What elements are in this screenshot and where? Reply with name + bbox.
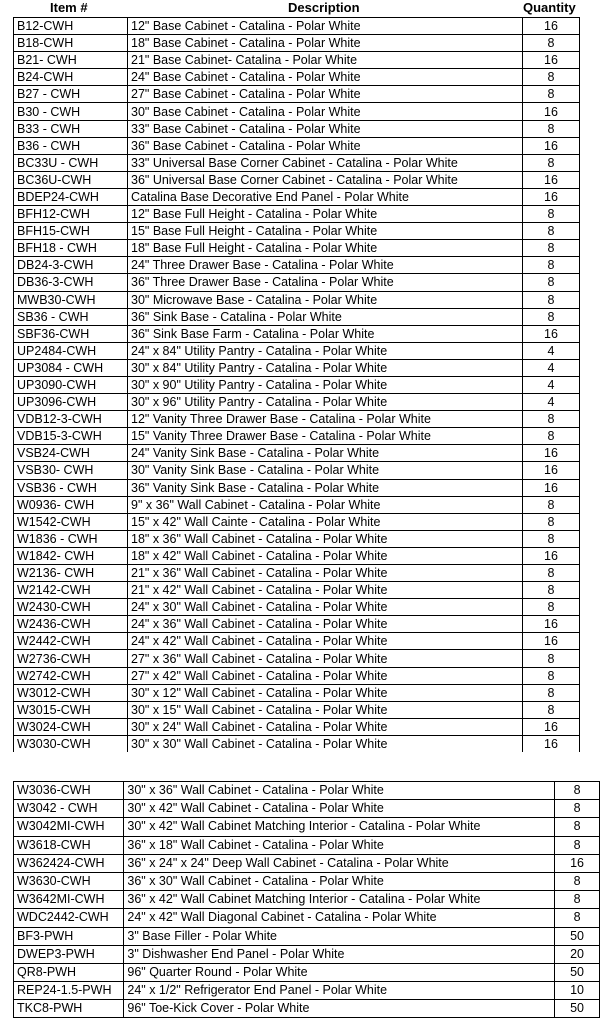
quantity-cell: 4 [523,394,580,411]
table-row [14,1000,600,1018]
item-number-cell: B33 - CWH [14,120,128,137]
description-cell: 36" Universal Base Corner Cabinet - Catalina - Polar White [128,171,523,188]
item-table-part-2 [13,781,600,1018]
quantity-cell: 8 [523,274,580,291]
table-row [14,257,580,274]
quantity-cell: 8 [523,69,580,86]
description-cell: 30" x 42" Wall Cabinet Matching Interior - Catalina - Polar White [124,818,555,836]
description-cell: Catalina Base Decorative End Panel - Polar White [128,188,523,205]
table-row [14,411,580,428]
item-number-cell: VDB12-3-CWH [14,411,128,428]
quantity-cell: 20 [555,945,600,963]
description-cell: 21" x 42" Wall Cabinet - Catalina - Polar White [128,582,523,599]
quantity-cell: 16 [523,735,580,752]
quantity-cell: 16 [523,103,580,120]
quantity-cell: 16 [523,171,580,188]
description-cell: 12" Vanity Three Drawer Base - Catalina - Polar White [128,411,523,428]
description-cell: 30" x 24" Wall Cabinet - Catalina - Polar White [128,718,523,735]
item-number-cell: UP3084 - CWH [14,359,128,376]
quantity-cell: 16 [523,633,580,650]
quantity-cell: 8 [555,872,600,890]
quantity-cell: 8 [523,428,580,445]
table-row [14,274,580,291]
item-number-cell: B27 - CWH [14,86,128,103]
description-cell: 36" x 42" Wall Cabinet Matching Interior - Catalina - Polar White [124,891,555,909]
table-row [14,582,580,599]
table-row [14,154,580,171]
quantity-cell: 16 [523,325,580,342]
description-cell: 96" Toe-Kick Cover - Polar White [124,1000,555,1018]
quantity-cell: 4 [523,376,580,393]
item-number-cell: B36 - CWH [14,137,128,154]
quantity-cell: 8 [523,513,580,530]
description-cell: 96" Quarter Round - Polar White [124,963,555,981]
quantity-cell: 8 [523,223,580,240]
quantity-cell: 50 [555,1000,600,1018]
quantity-cell: 8 [523,154,580,171]
quantity-cell: 8 [523,701,580,718]
item-number-cell: BFH12-CWH [14,206,128,223]
item-number-cell: B18-CWH [14,35,128,52]
quantity-cell: 8 [523,206,580,223]
table-row [14,872,600,890]
item-number-cell: BDEP24-CWH [14,188,128,205]
quantity-column-header: Quantity [523,0,576,15]
description-cell: 24" Three Drawer Base - Catalina - Polar White [128,257,523,274]
table-row [14,782,600,800]
quantity-cell: 16 [555,854,600,872]
item-number-cell: W0936- CWH [14,496,128,513]
quantity-cell: 8 [523,411,580,428]
item-number-cell: VSB24-CWH [14,445,128,462]
item-number-cell: DB36-3-CWH [14,274,128,291]
quantity-cell: 16 [523,462,580,479]
description-cell: 36" Sink Base Farm - Catalina - Polar White [128,325,523,342]
table-row [14,565,580,582]
table-row [14,735,580,752]
item-number-cell: SBF36-CWH [14,325,128,342]
description-cell: 15" x 42" Wall Cainte - Catalina - Polar White [128,513,523,530]
table-row [14,496,580,513]
item-number-cell: W362424-CWH [14,854,124,872]
quantity-cell: 8 [523,582,580,599]
quantity-cell: 8 [523,257,580,274]
description-cell: 24" x 42" Wall Cabinet - Catalina - Polar White [128,633,523,650]
table-row [14,120,580,137]
table-row [14,945,600,963]
table-row [14,963,600,981]
quantity-cell: 50 [555,927,600,945]
item-number-cell: UP3096-CWH [14,394,128,411]
description-cell: 36" x 18" Wall Cabinet - Catalina - Polar White [124,836,555,854]
table-row [14,650,580,667]
quantity-cell: 8 [555,891,600,909]
table-row [14,428,580,445]
description-cell: 15" Vanity Three Drawer Base - Catalina - Polar White [128,428,523,445]
description-cell: 30" Vanity Sink Base - Catalina - Polar White [128,462,523,479]
quantity-cell: 16 [523,188,580,205]
description-cell: 24" x 1/2" Refrigerator End Panel - Polar White [124,982,555,1000]
description-cell: 30" x 12" Wall Cabinet - Catalina - Polar White [128,684,523,701]
table-row [14,342,580,359]
item-number-cell: W3630-CWH [14,872,124,890]
item-number-cell: B24-CWH [14,69,128,86]
table-row [14,103,580,120]
description-cell: 9" x 36" Wall Cabinet - Catalina - Polar White [128,496,523,513]
description-cell: 18" x 42" Wall Cabinet - Catalina - Polar White [128,547,523,564]
item-number-cell: W3015-CWH [14,701,128,718]
table-row [14,599,580,616]
table-row [14,86,580,103]
description-cell: 30" x 84" Utility Pantry - Catalina - Polar White [128,359,523,376]
item-number-cell: DB24-3-CWH [14,257,128,274]
table-row [14,667,580,684]
description-cell: 27" Base Cabinet - Catalina - Polar White [128,86,523,103]
description-cell: 36" Base Cabinet - Catalina - Polar White [128,137,523,154]
table-row [14,206,580,223]
table-row [14,836,600,854]
description-cell: 30" x 15" Wall Cabinet - Catalina - Polar White [128,701,523,718]
description-cell: 12" Base Full Height - Catalina - Polar White [128,206,523,223]
item-number-cell: W2742-CWH [14,667,128,684]
table-row [14,684,580,701]
item-number-cell: W3024-CWH [14,718,128,735]
item-number-cell: REP24-1.5-PWH [14,982,124,1000]
item-number-cell: WDC2442-CWH [14,909,124,927]
description-cell: 24" x 36" Wall Cabinet - Catalina - Polar White [128,616,523,633]
table-row [14,909,600,927]
item-table-part-1 [13,17,580,752]
quantity-cell: 8 [523,120,580,137]
description-cell: 27" x 42" Wall Cabinet - Catalina - Polar White [128,667,523,684]
item-number-cell: W1842- CWH [14,547,128,564]
quantity-cell: 16 [523,137,580,154]
description-cell: 24" Base Cabinet - Catalina - Polar White [128,69,523,86]
description-cell: 30" x 42" Wall Cabinet - Catalina - Polar White [124,800,555,818]
table-row [14,52,580,69]
table-header [0,0,600,16]
item-number-cell: BF3-PWH [14,927,124,945]
table-row [14,240,580,257]
quantity-cell: 16 [523,18,580,35]
description-cell: 24" x 30" Wall Cabinet - Catalina - Polar White [128,599,523,616]
quantity-cell: 50 [555,963,600,981]
table-row [14,18,580,35]
item-number-cell: W2430-CWH [14,599,128,616]
item-number-cell: UP2484-CWH [14,342,128,359]
quantity-cell: 8 [523,496,580,513]
description-cell: 15" Base Full Height - Catalina - Polar White [128,223,523,240]
table-row [14,394,580,411]
table-row [14,359,580,376]
description-cell: 18" x 36" Wall Cabinet - Catalina - Polar White [128,530,523,547]
description-cell: 24" x 84" Utility Pantry - Catalina - Polar White [128,342,523,359]
item-number-cell: B21- CWH [14,52,128,69]
item-number-cell: MWB30-CWH [14,291,128,308]
quantity-cell: 16 [523,547,580,564]
description-cell: 18" Base Full Height - Catalina - Polar White [128,240,523,257]
description-cell: 36" x 24" x 24" Deep Wall Cabinet - Catalina - Polar White [124,854,555,872]
description-column-header: Description [288,0,360,15]
quantity-cell: 8 [523,530,580,547]
description-cell: 27" x 36" Wall Cabinet - Catalina - Polar White [128,650,523,667]
description-cell: 30" x 30" Wall Cabinet - Catalina - Polar White [128,735,523,752]
description-cell: 36" x 30" Wall Cabinet - Catalina - Polar White [124,872,555,890]
quantity-cell: 8 [555,782,600,800]
table-row [14,718,580,735]
description-cell: 21" x 36" Wall Cabinet - Catalina - Polar White [128,565,523,582]
item-number-cell: BFH18 - CWH [14,240,128,257]
quantity-cell: 8 [523,291,580,308]
description-cell: 30" x 90" Utility Pantry - Catalina - Polar White [128,376,523,393]
item-number-cell: W2442-CWH [14,633,128,650]
table-row [14,445,580,462]
quantity-cell: 8 [523,650,580,667]
table-row [14,223,580,240]
table-row [14,547,580,564]
item-number-cell: BC33U - CWH [14,154,128,171]
quantity-cell: 16 [523,445,580,462]
item-number-cell: W2136- CWH [14,565,128,582]
item-number-cell: W3012-CWH [14,684,128,701]
description-cell: 30" x 96" Utility Pantry - Catalina - Polar White [128,394,523,411]
table-row [14,530,580,547]
item-number-cell: TKC8-PWH [14,1000,124,1018]
table-row [14,633,580,650]
item-number-cell: B30 - CWH [14,103,128,120]
table-row [14,137,580,154]
description-cell: 30" x 36" Wall Cabinet - Catalina - Polar White [124,782,555,800]
quantity-cell: 16 [523,52,580,69]
item-number-cell: SB36 - CWH [14,308,128,325]
quantity-cell: 8 [555,818,600,836]
item-number-cell: W2142-CWH [14,582,128,599]
item-number-cell: W3042 - CWH [14,800,124,818]
description-cell: 18" Base Cabinet - Catalina - Polar White [128,35,523,52]
table-row [14,376,580,393]
item-number-cell: VSB36 - CWH [14,479,128,496]
table-row [14,171,580,188]
table-row [14,800,600,818]
quantity-cell: 4 [523,342,580,359]
quantity-cell: 8 [523,86,580,103]
table-row [14,188,580,205]
item-number-cell: W3036-CWH [14,782,124,800]
quantity-cell: 8 [523,308,580,325]
description-cell: 21" Base Cabinet- Catalina - Polar White [128,52,523,69]
description-cell: 12" Base Cabinet - Catalina - Polar White [128,18,523,35]
description-cell: 36" Vanity Sink Base - Catalina - Polar White [128,479,523,496]
table-row [14,982,600,1000]
quantity-cell: 16 [523,479,580,496]
description-cell: 24" Vanity Sink Base - Catalina - Polar White [128,445,523,462]
quantity-cell: 16 [523,718,580,735]
quantity-cell: 8 [523,240,580,257]
table-row [14,854,600,872]
quantity-cell: 8 [523,684,580,701]
description-cell: 30" Base Cabinet - Catalina - Polar White [128,103,523,120]
quantity-cell: 8 [523,35,580,52]
item-number-cell: VDB15-3-CWH [14,428,128,445]
table-row [14,462,580,479]
quantity-cell: 16 [523,616,580,633]
table-row [14,513,580,530]
item-number-cell: W3042MI-CWH [14,818,124,836]
item-column-header: Item # [50,0,88,15]
item-number-cell: BFH15-CWH [14,223,128,240]
quantity-cell: 4 [523,359,580,376]
item-number-cell: UP3090-CWH [14,376,128,393]
table-row [14,308,580,325]
item-number-cell: W1542-CWH [14,513,128,530]
description-cell: 36" Sink Base - Catalina - Polar White [128,308,523,325]
quantity-cell: 8 [523,667,580,684]
item-number-cell: VSB30- CWH [14,462,128,479]
table-row [14,291,580,308]
quantity-cell: 8 [555,909,600,927]
item-number-cell: DWEP3-PWH [14,945,124,963]
description-cell: 3" Base Filler - Polar White [124,927,555,945]
table-row [14,325,580,342]
quantity-cell: 8 [555,836,600,854]
description-cell: 33" Universal Base Corner Cabinet - Catalina - Polar White [128,154,523,171]
quantity-cell: 8 [523,599,580,616]
table-row [14,69,580,86]
quantity-cell: 8 [523,565,580,582]
item-number-cell: W2436-CWH [14,616,128,633]
table-row [14,616,580,633]
description-cell: 30" Microwave Base - Catalina - Polar White [128,291,523,308]
table-row [14,701,580,718]
table-row [14,891,600,909]
quantity-cell: 8 [555,800,600,818]
description-cell: 36" Three Drawer Base - Catalina - Polar White [128,274,523,291]
item-number-cell: W1836 - CWH [14,530,128,547]
item-number-cell: QR8-PWH [14,963,124,981]
quantity-cell: 10 [555,982,600,1000]
item-number-cell: W3642MI-CWH [14,891,124,909]
item-number-cell: BC36U-CWH [14,171,128,188]
item-number-cell: W3030-CWH [14,735,128,752]
table-row [14,818,600,836]
item-number-cell: B12-CWH [14,18,128,35]
item-number-cell: W3618-CWH [14,836,124,854]
description-cell: 3" Dishwasher End Panel - Polar White [124,945,555,963]
description-cell: 24" x 42" Wall Diagonal Cabinet - Catalina - Polar White [124,909,555,927]
table-row [14,927,600,945]
description-cell: 33" Base Cabinet - Catalina - Polar White [128,120,523,137]
table-row [14,35,580,52]
table-row [14,479,580,496]
item-number-cell: W2736-CWH [14,650,128,667]
